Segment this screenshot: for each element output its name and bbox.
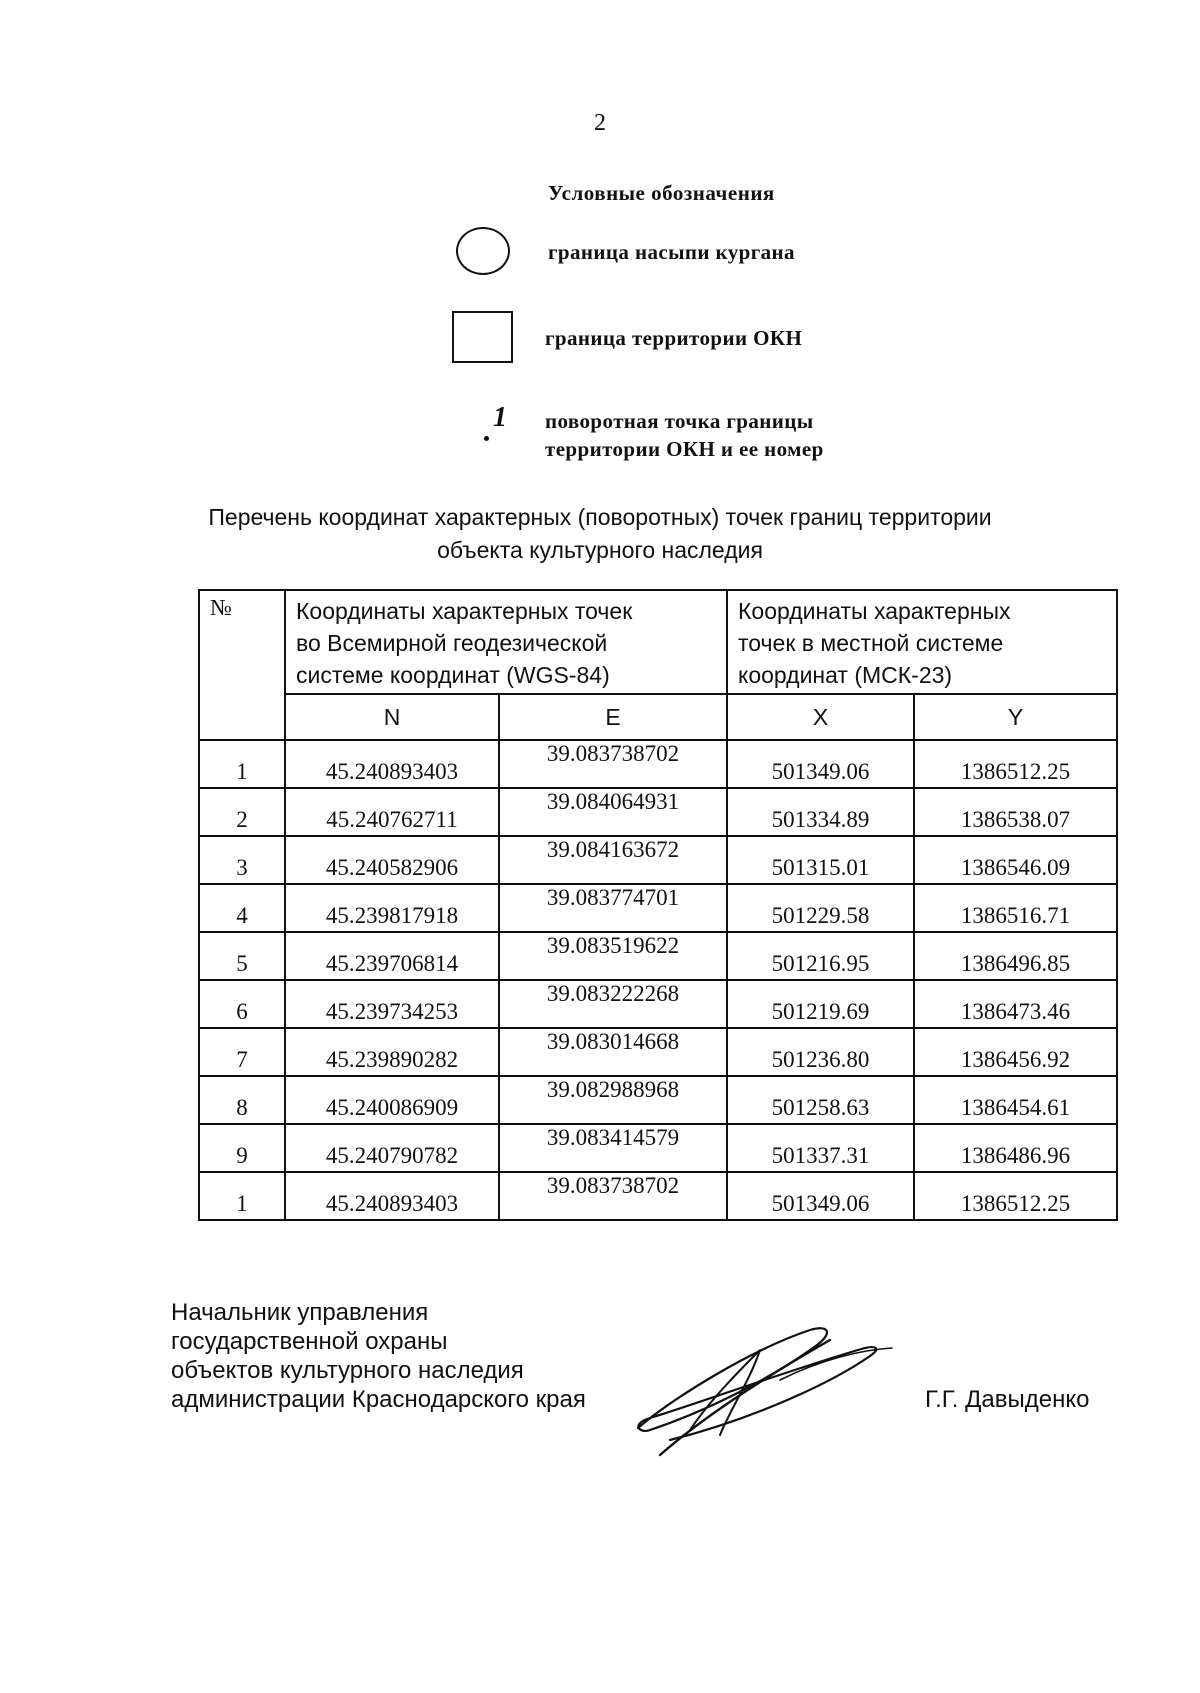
e-coordinate-cell: 39.084064931 — [499, 788, 727, 836]
point-number-cell: 8 — [199, 1076, 285, 1124]
e-coordinate-cell: 39.083738702 — [499, 1172, 727, 1220]
square-icon — [452, 311, 513, 363]
n-coordinate-cell: 45.239706814 — [285, 932, 499, 980]
signer-position-line: государственной охраны — [171, 1328, 448, 1355]
x-coordinate-cell: 501337.31 — [727, 1124, 914, 1172]
num-header: № — [199, 590, 285, 740]
table-row — [199, 1124, 1117, 1172]
x-coordinate-cell: 501216.95 — [727, 932, 914, 980]
point-number-cell: 5 — [199, 932, 285, 980]
n-coordinate-cell: 45.239734253 — [285, 980, 499, 1028]
e-coordinate-cell: 39.083014668 — [499, 1028, 727, 1076]
page-number: 2 — [594, 110, 606, 136]
e-coordinate-cell: 39.083774701 — [499, 884, 727, 932]
y-coordinate-cell: 1386454.61 — [914, 1076, 1117, 1124]
turning-point-icon: 1 — [493, 402, 507, 433]
point-number-cell: 1 — [199, 740, 285, 788]
wgs-header — [285, 590, 727, 694]
n-coordinate-cell: 45.240086909 — [285, 1076, 499, 1124]
e-coordinate-cell: 39.084163672 — [499, 836, 727, 884]
table-row — [199, 1172, 1117, 1220]
table-row — [199, 980, 1117, 1028]
y-coordinate-cell: 1386473.46 — [914, 980, 1117, 1028]
e-coordinate-cell: 39.083222268 — [499, 980, 727, 1028]
x-coordinate-cell: 501349.06 — [727, 1172, 914, 1220]
coordinates-table-body — [199, 740, 1117, 1220]
point-number-cell: 9 — [199, 1124, 285, 1172]
msk-header-line: точек в местной системе — [738, 630, 1004, 656]
y-coordinate-cell: 1386496.85 — [914, 932, 1117, 980]
point-number-cell: 6 — [199, 980, 285, 1028]
turning-point-dot-icon — [484, 436, 489, 441]
n-coordinate-cell: 45.240790782 — [285, 1124, 499, 1172]
msk-header — [727, 590, 1117, 694]
legend-turning-point-label — [545, 407, 824, 463]
y-coordinate-cell: 1386546.09 — [914, 836, 1117, 884]
n-header: N — [285, 694, 499, 740]
table-caption-line: Перечень координат характерных (поворотных) точек границ территории — [208, 504, 992, 530]
legend-turning-point-line: территории ОКН и ее номер — [545, 437, 824, 461]
table-row — [199, 788, 1117, 836]
legend-territory-boundary-label: граница территории ОКН — [545, 326, 803, 350]
e-coordinate-cell: 39.083519622 — [499, 932, 727, 980]
point-number-cell: 2 — [199, 788, 285, 836]
msk-header-line: координат (МСК-23) — [738, 662, 953, 688]
table-row — [199, 740, 1117, 788]
y-header: Y — [914, 694, 1117, 740]
n-coordinate-cell: 45.240762711 — [285, 788, 499, 836]
x-coordinate-cell: 501219.69 — [727, 980, 914, 1028]
y-coordinate-cell: 1386538.07 — [914, 788, 1117, 836]
legend-mound-boundary-label: граница насыпи кургана — [548, 240, 795, 264]
table-row — [199, 932, 1117, 980]
point-number-cell: 4 — [199, 884, 285, 932]
wgs-header-line: во Всемирной геодезической — [296, 630, 608, 656]
x-coordinate-cell: 501334.89 — [727, 788, 914, 836]
x-header: X — [727, 694, 914, 740]
table-row — [199, 836, 1117, 884]
point-number-cell: 3 — [199, 836, 285, 884]
n-coordinate-cell: 45.240582906 — [285, 836, 499, 884]
table-caption — [0, 501, 1200, 567]
signer-position-line: администрации Краснодарского края — [171, 1386, 586, 1413]
signer-position-line: Начальник управления — [171, 1299, 429, 1326]
e-coordinate-cell: 39.083414579 — [499, 1124, 727, 1172]
x-coordinate-cell: 501315.01 — [727, 836, 914, 884]
e-coordinate-cell: 39.082988968 — [499, 1076, 727, 1124]
y-coordinate-cell: 1386486.96 — [914, 1124, 1117, 1172]
point-number-cell: 1 — [199, 1172, 285, 1220]
table-caption-line: объекта культурного наследия — [437, 537, 763, 563]
coordinates-table — [198, 589, 1118, 1221]
x-coordinate-cell: 501258.63 — [727, 1076, 914, 1124]
table-row — [199, 884, 1117, 932]
table-row — [199, 1028, 1117, 1076]
circle-icon — [456, 227, 510, 275]
e-coordinate-cell: 39.083738702 — [499, 740, 727, 788]
y-coordinate-cell: 1386516.71 — [914, 884, 1117, 932]
legend-title: Условные обозначения — [548, 181, 775, 205]
signer-position-line: объектов культурного наследия — [171, 1357, 524, 1384]
e-header: E — [499, 694, 727, 740]
signer-position — [171, 1298, 586, 1414]
n-coordinate-cell: 45.239817918 — [285, 884, 499, 932]
x-coordinate-cell: 501236.80 — [727, 1028, 914, 1076]
signer-name: Г.Г. Давыденко — [925, 1386, 1090, 1413]
n-coordinate-cell: 45.240893403 — [285, 1172, 499, 1220]
table-row — [199, 1076, 1117, 1124]
y-coordinate-cell: 1386512.25 — [914, 740, 1117, 788]
x-coordinate-cell: 501229.58 — [727, 884, 914, 932]
y-coordinate-cell: 1386456.92 — [914, 1028, 1117, 1076]
x-coordinate-cell: 501349.06 — [727, 740, 914, 788]
point-number-cell: 7 — [199, 1028, 285, 1076]
wgs-header-line: системе координат (WGS-84) — [296, 662, 610, 688]
n-coordinate-cell: 45.240893403 — [285, 740, 499, 788]
signature-icon — [630, 1310, 900, 1460]
wgs-header-line: Координаты характерных точек — [296, 598, 633, 624]
y-coordinate-cell: 1386512.25 — [914, 1172, 1117, 1220]
msk-header-line: Координаты характерных — [738, 598, 1011, 624]
legend-turning-point-line: поворотная точка границы — [545, 409, 814, 433]
n-coordinate-cell: 45.239890282 — [285, 1028, 499, 1076]
